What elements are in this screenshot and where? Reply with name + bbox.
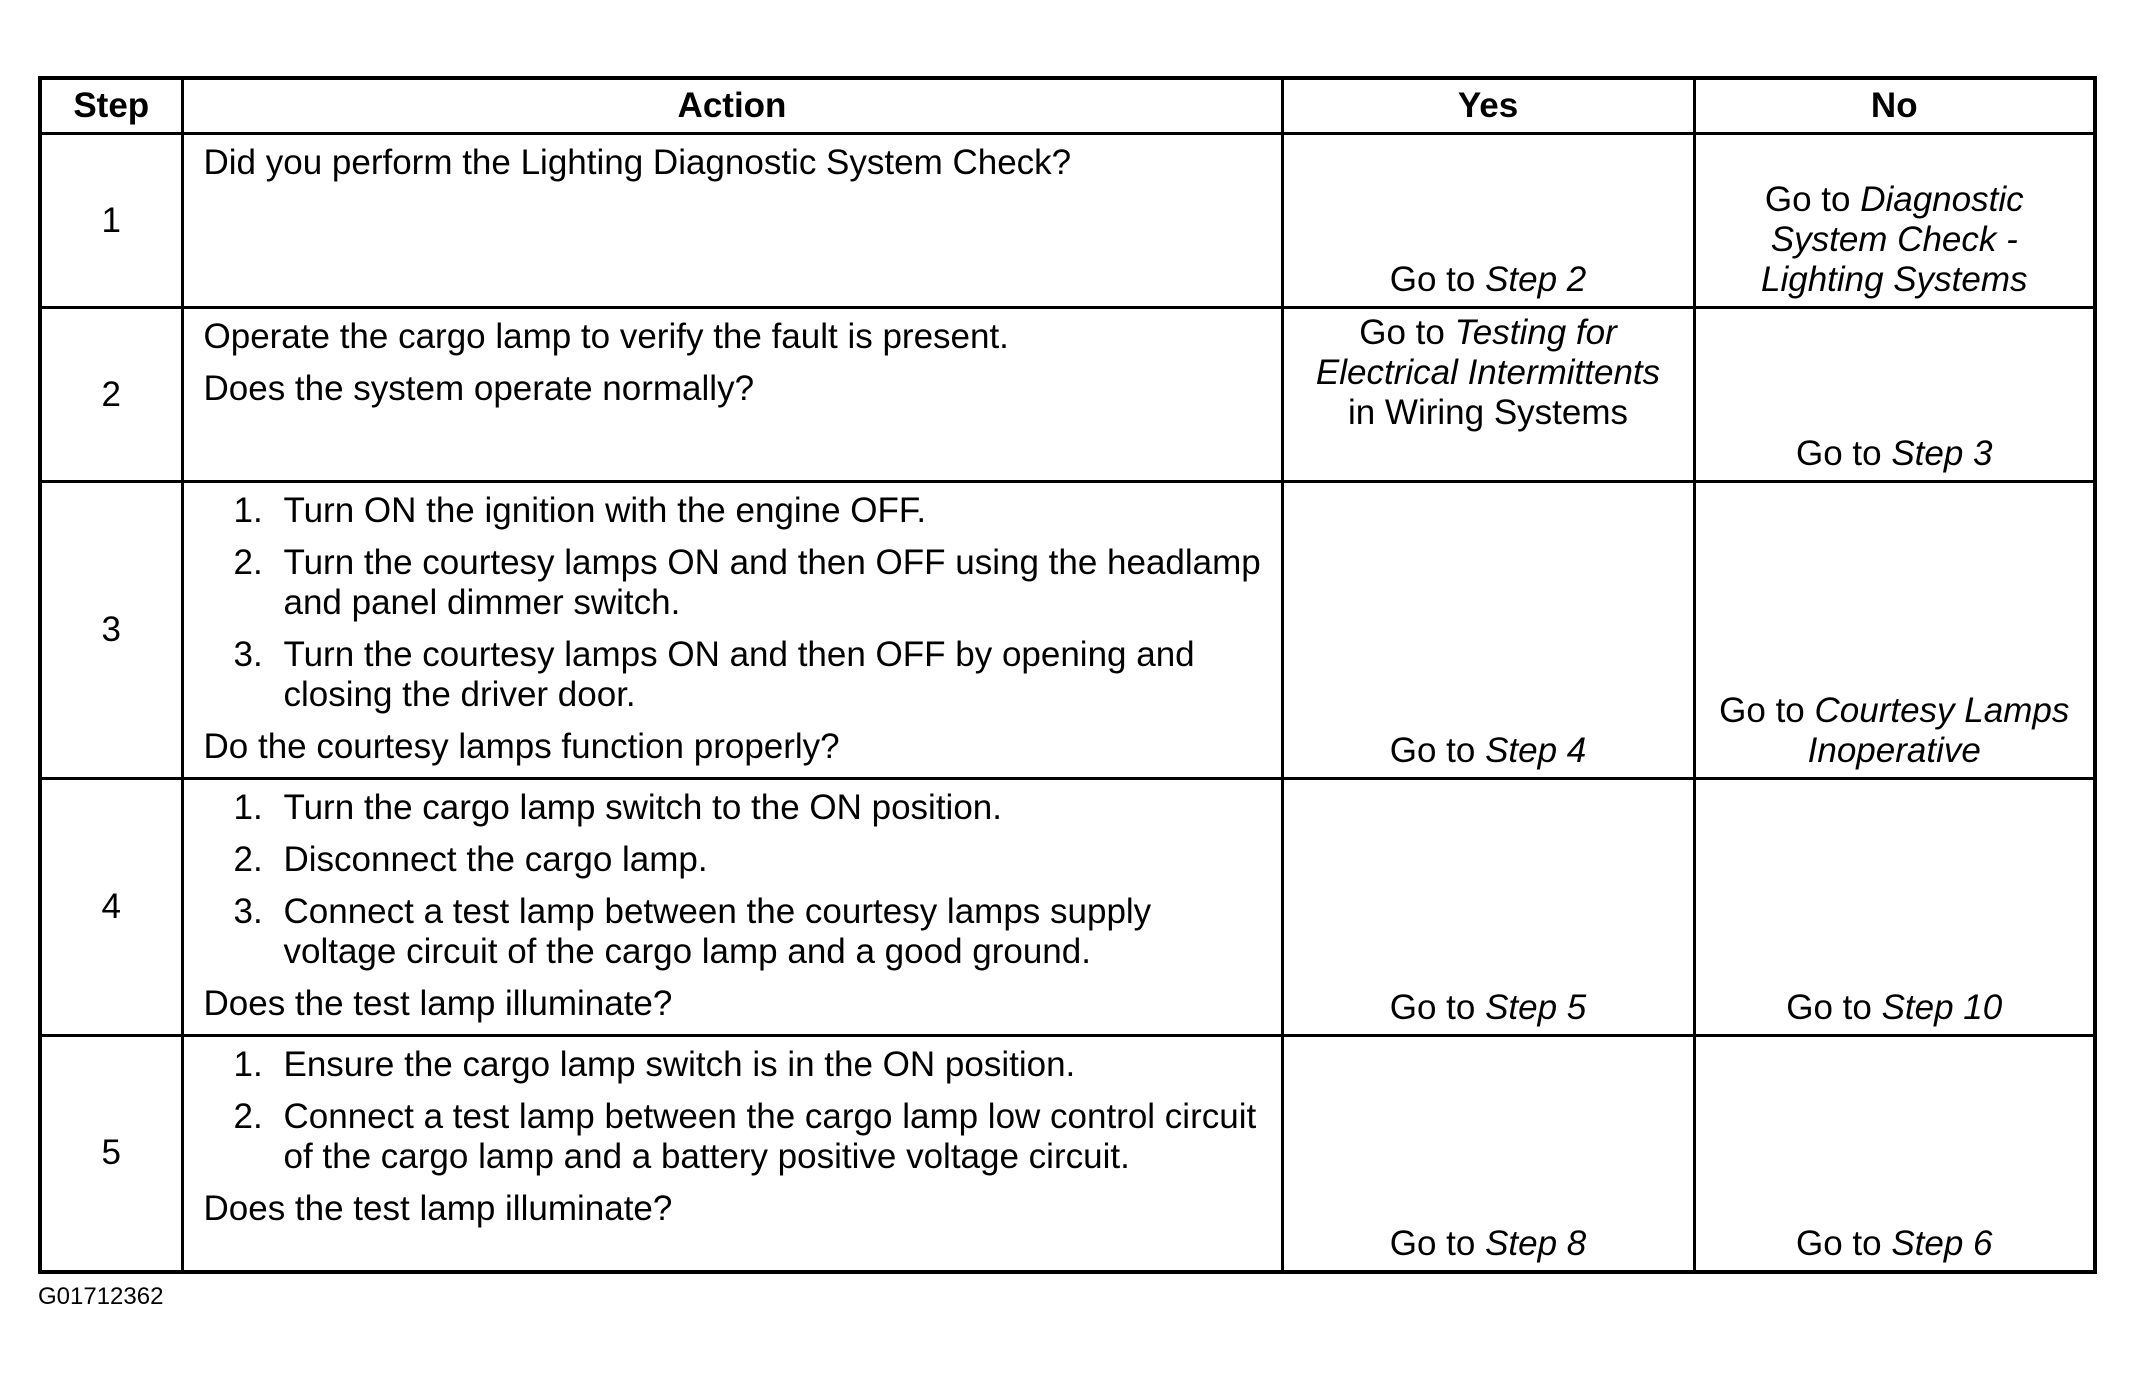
no-prefix: Go to [1764, 180, 1861, 219]
sub-step-list [204, 788, 1267, 972]
header-no: No [1694, 78, 2095, 134]
sub-step-list [204, 1045, 1267, 1177]
no-prefix: Go to [1786, 988, 1882, 1027]
table-row [40, 779, 2095, 1036]
sub-step-number: 3. [233, 635, 263, 674]
sub-step-text: Connect a test lamp between the courtesy lamps supply voltage circuit of the cargo lamp and a good ground. [283, 892, 1152, 971]
sub-step-text: Ensure the cargo lamp switch is in the ON position. [283, 1045, 1076, 1084]
list-item [204, 892, 1267, 972]
yes-cell [1282, 779, 1694, 1036]
list-item [204, 840, 1267, 880]
sub-step-number: 2. [233, 840, 263, 879]
no-link[interactable]: Courtesy Lamps Inoperative [1807, 691, 2070, 770]
no-cell [1694, 482, 2095, 779]
list-item [204, 543, 1267, 623]
header-yes: Yes [1282, 78, 1694, 134]
yes-cell [1282, 134, 1694, 308]
sub-step-list [204, 491, 1267, 715]
action-cell [182, 308, 1282, 482]
action-text: Operate the cargo lamp to verify the fault is present. [203, 317, 1009, 356]
sub-step-number: 3. [233, 892, 263, 931]
sub-step-number: 2. [233, 543, 263, 582]
no-prefix: Go to [1795, 1223, 1892, 1263]
yes-prefix: Go to [1389, 988, 1486, 1027]
yes-cell [1282, 308, 1694, 482]
step-number: 3 [40, 482, 182, 779]
no-link[interactable]: Step 10 [1881, 988, 2003, 1027]
figure-id: G01712362 [38, 1283, 164, 1310]
yes-prefix: Go to [1389, 731, 1486, 770]
diagnostic-table [38, 76, 2097, 1274]
list-item [204, 1097, 1267, 1177]
step-number: 1 [40, 134, 182, 308]
sub-step-number: 1. [233, 491, 263, 530]
yes-prefix: Go to [1389, 1223, 1486, 1263]
no-cell [1694, 134, 2095, 308]
action-text: Did you perform the Lighting Diagnostic System Check? [203, 143, 1072, 182]
list-item [204, 1045, 1267, 1085]
no-link[interactable]: Diagnostic System Check - Lighting Systems [1760, 180, 2028, 299]
header-action: Action [182, 78, 1282, 134]
no-cell [1694, 308, 2095, 482]
table-row [40, 134, 2095, 308]
yes-prefix: Go to [1389, 260, 1486, 299]
table-row [40, 308, 2095, 482]
no-prefix: Go to [1719, 691, 1815, 730]
table-row [40, 482, 2095, 779]
sub-step-text: Disconnect the cargo lamp. [283, 840, 708, 879]
yes-cell [1282, 482, 1694, 779]
yes-prefix: Go to [1359, 313, 1455, 352]
action-question: Does the test lamp illuminate? [203, 984, 673, 1023]
sub-step-text: Connect a test lamp between the cargo lamp low control circuit of the cargo lamp and a battery positive voltage circuit. [283, 1097, 1257, 1176]
yes-link[interactable]: Step 8 [1485, 1223, 1587, 1263]
no-link[interactable]: Step 3 [1891, 434, 1993, 473]
yes-link[interactable]: Step 4 [1485, 731, 1587, 770]
yes-link[interactable]: Step 2 [1485, 260, 1587, 299]
yes-link[interactable]: Step 5 [1485, 988, 1587, 1027]
list-item [204, 788, 1267, 828]
action-cell [182, 1036, 1282, 1272]
sub-step-text: Turn the cargo lamp switch to the ON position. [283, 788, 1002, 827]
action-cell [182, 482, 1282, 779]
step-number: 5 [40, 1036, 182, 1272]
action-question: Does the test lamp illuminate? [203, 1189, 673, 1228]
no-prefix: Go to [1795, 434, 1892, 473]
sub-step-number: 1. [233, 788, 263, 827]
action-question: Does the system operate normally? [203, 369, 755, 408]
list-item [204, 635, 1267, 715]
list-item [204, 491, 1267, 531]
action-cell [182, 134, 1282, 308]
yes-cell [1282, 1036, 1694, 1272]
no-cell [1694, 1036, 2095, 1272]
sub-step-text: Turn ON the ignition with the engine OFF. [283, 491, 927, 530]
header-row [40, 78, 2095, 134]
step-number: 4 [40, 779, 182, 1036]
no-link[interactable]: Step 6 [1891, 1223, 1993, 1263]
table-row [40, 1036, 2095, 1272]
no-cell [1694, 779, 2095, 1036]
action-question: Do the courtesy lamps function properly? [203, 727, 840, 766]
sub-step-number: 2. [233, 1097, 263, 1136]
sub-step-text: Turn the courtesy lamps ON and then OFF using the headlamp and panel dimmer switch. [283, 543, 1261, 622]
action-cell [182, 779, 1282, 1036]
yes-suffix: in Wiring Systems [1347, 393, 1629, 432]
sub-step-number: 1. [233, 1045, 263, 1084]
step-number: 2 [40, 308, 182, 482]
sub-step-text: Turn the courtesy lamps ON and then OFF by opening and closing the driver door. [283, 635, 1195, 714]
yes-link[interactable]: Testing for Electrical Intermittents [1315, 313, 1661, 392]
header-step: Step [40, 78, 182, 134]
